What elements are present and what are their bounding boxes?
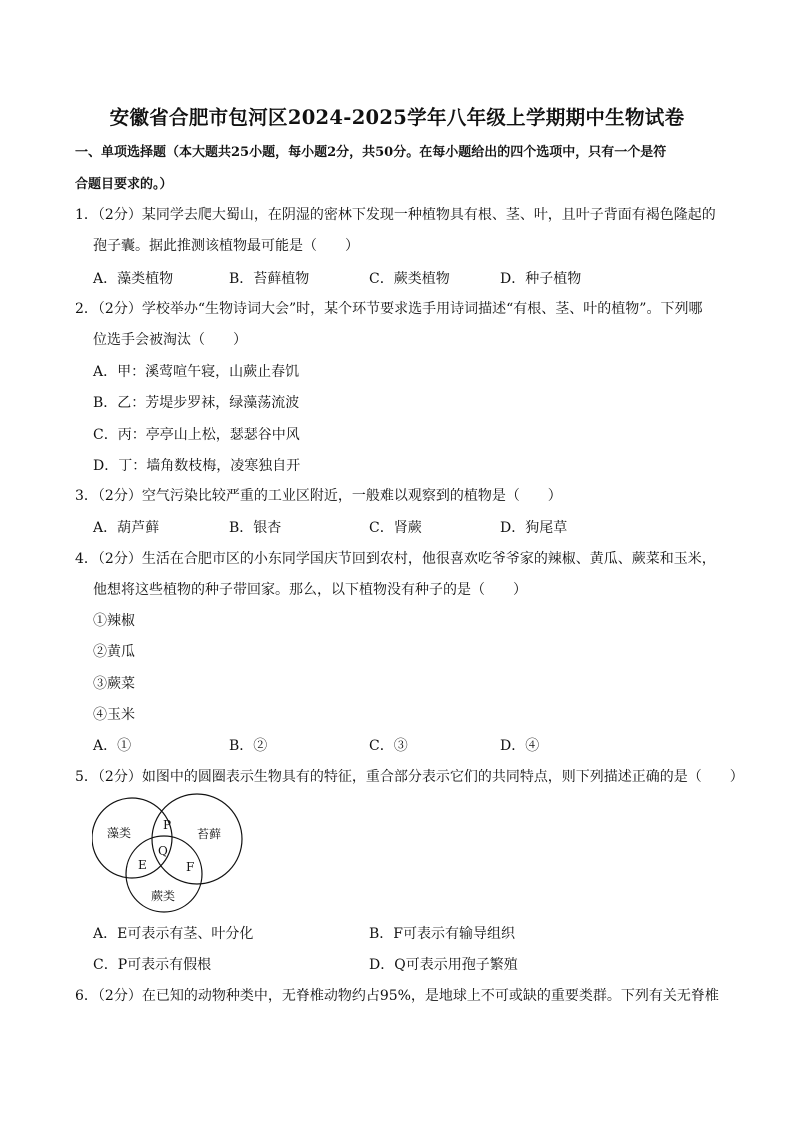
question-4-option-c[interactable]: C．③: [369, 738, 408, 754]
question-4-option-b[interactable]: B．②: [229, 738, 268, 754]
venn-label-algae: 藻类: [107, 826, 132, 840]
question-5-option-b[interactable]: B．F可表示有输导组织: [369, 926, 516, 942]
question-3-option-a[interactable]: A．葫芦藓: [93, 520, 160, 536]
venn-diagram: [92, 791, 252, 913]
question-3-stem-line1: 3．（2分）空气污染比较严重的工业区附近，一般难以观察到的植物是（ ）: [75, 488, 562, 504]
question-4-stem-line2: 他想将这些植物的种子带回家。那么，以下植物没有种子的是（ ）: [93, 582, 527, 598]
question-3-option-d[interactable]: D．狗尾草: [500, 520, 568, 536]
venn-label-p: P: [163, 818, 172, 832]
section-heading-line2: 合题目要求的。）: [75, 177, 173, 192]
question-1-option-c[interactable]: C．蕨类植物: [369, 271, 450, 287]
question-1-option-a[interactable]: A．藻类植物: [93, 271, 174, 287]
section-heading-line1: 一、单项选择题（本大题共25小题，每小题2分，共50分。在每小题给出的四个选项中，只有一个是符: [75, 145, 667, 160]
question-1-option-b[interactable]: B．苔藓植物: [229, 271, 310, 287]
venn-label-e: E: [138, 858, 147, 872]
question-2-option-d[interactable]: D．丁：墙角数枝梅，凌寒独自开: [93, 458, 301, 474]
question-4-item-4: ④玉米: [93, 707, 135, 723]
question-5-option-a[interactable]: A．E可表示有茎、叶分化: [93, 926, 254, 942]
question-2-stem-line2: 位选手会被淘汰（ ）: [93, 332, 247, 348]
question-1-stem-line2: 孢子囊。据此推测该植物最可能是（ ）: [93, 238, 359, 254]
venn-label-moss: 苔藓: [197, 827, 222, 841]
question-4-stem-line1: 4．（2分）生活在合肥市区的小东同学国庆节回到农村，他很喜欢吃爷爷家的辣椒、黄瓜、蕨菜和玉米，: [75, 551, 716, 567]
question-5-stem-line1: 5．（2分）如图中的圆圈表示生物具有的特征，重合部分表示它们的共同特点，则下列描述正确的是（ ）: [75, 769, 744, 785]
exam-title: 安徽省合肥市包河区2024-2025学年八年级上学期期中生物试卷: [109, 106, 685, 129]
question-3-option-b[interactable]: B．银杏: [229, 520, 282, 536]
question-5-option-d[interactable]: D．Q可表示用孢子繁殖: [369, 957, 518, 973]
question-5-option-c[interactable]: C．P可表示有假根: [93, 957, 212, 973]
question-2-option-b[interactable]: B．乙：芳堤步罗袜，绿藻荡流波: [93, 395, 300, 411]
question-4-item-3: ③蕨菜: [93, 676, 135, 692]
question-1-option-d[interactable]: D．种子植物: [500, 271, 582, 287]
venn-circle-algae: [92, 798, 172, 878]
question-4-item-1: ①辣椒: [93, 613, 135, 629]
question-4-option-d[interactable]: D．④: [500, 738, 540, 754]
question-4-option-a[interactable]: A．①: [93, 738, 132, 754]
question-2-option-c[interactable]: C．丙：亭亭山上松，瑟瑟谷中风: [93, 427, 300, 443]
question-1-stem-line1: 1．（2分）某同学去爬大蜀山，在阴湿的密林下发现一种植物具有根、茎、叶，且叶子背面有褐色隆起的: [75, 207, 716, 223]
venn-label-f: F: [186, 860, 195, 874]
question-2-option-a[interactable]: A．甲：溪莺喧午寝，山蕨止春饥: [93, 364, 300, 380]
venn-label-q: Q: [158, 844, 168, 858]
question-2-stem-line1: 2．（2分）学校举办“生物诗词大会”时，某个环节要求选手用诗词描述“有根、茎、叶的植物”。下列哪: [75, 301, 703, 317]
question-6-stem-line1: 6．（2分）在已知的动物种类中，无脊椎动物约占95%，是地球上不可或缺的重要类群。下列有关无脊椎: [75, 988, 719, 1004]
question-3-option-c[interactable]: C．肾蕨: [369, 520, 422, 536]
question-4-item-2: ②黄瓜: [93, 644, 135, 660]
venn-label-fern: 蕨类: [151, 889, 176, 903]
